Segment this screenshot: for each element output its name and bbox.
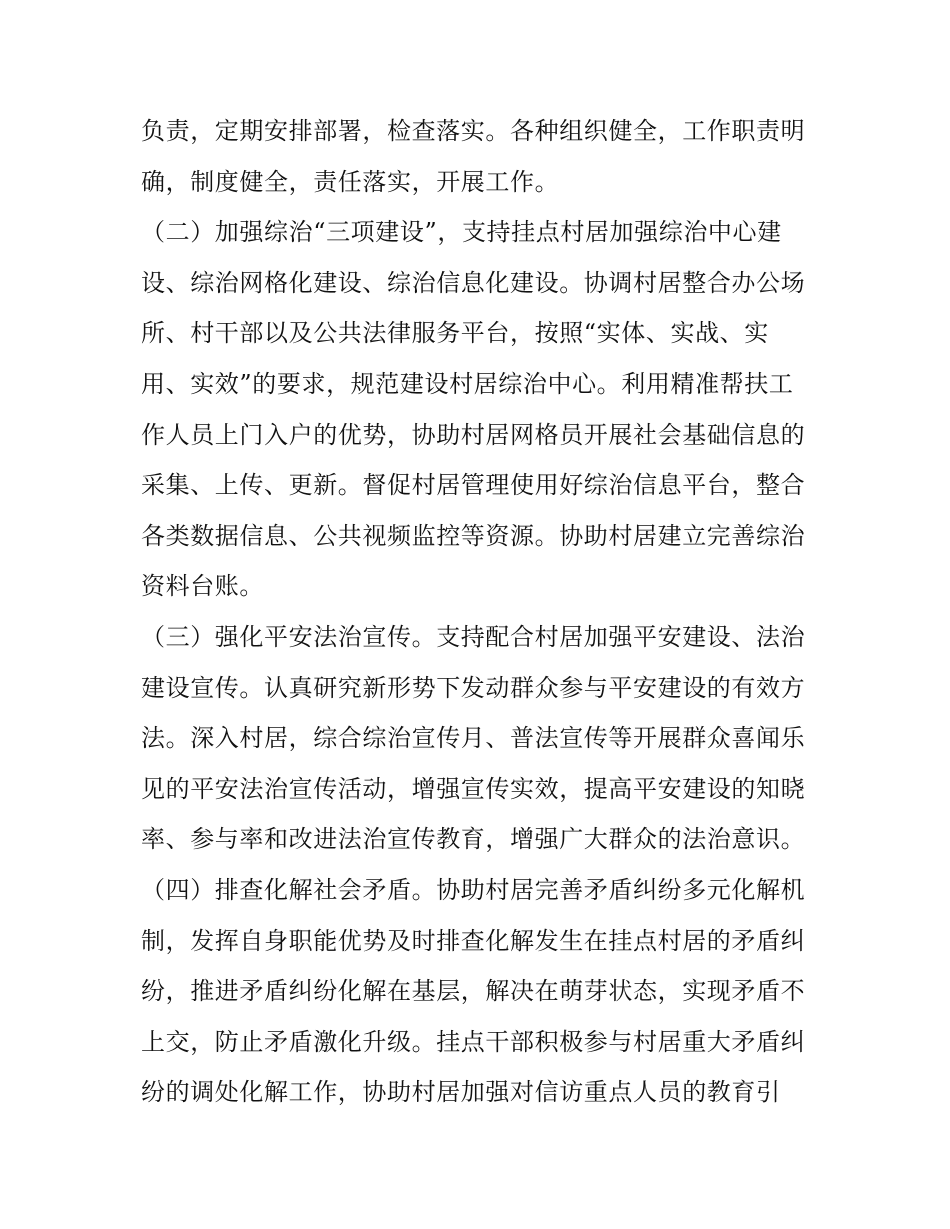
text-line: 率、参与率和改进法治宣传教育，增强广大群众的法治意识。 [141, 825, 806, 854]
text-line: 法。深入村居，综合综治宣传月、普法宣传等开展群众喜闻乐 [141, 724, 806, 753]
text-line: 设、综治网格化建设、综治信息化建设。协调村居整合办公场 [141, 268, 806, 297]
text-line: 确，制度健全，责任落实，开展工作。 [141, 167, 560, 196]
text-line: 制，发挥自身职能优势及时排查化解发生在挂点村居的矛盾纠 [141, 926, 806, 955]
body-text [141, 106, 821, 1118]
text-line: 所、村干部以及公共法律服务平台，按照“实体、实战、实 [141, 319, 769, 348]
text-line: 纷的调处化解工作，协助村居加强对信访重点人员的教育引 [141, 1078, 781, 1107]
text-line: 纷，推进矛盾纠纷化解在基层，解决在萌芽状态，实现矛盾不 [141, 977, 806, 1006]
text-line: 建设宣传。认真研究新形势下发动群众参与平安建设的有效方 [141, 673, 806, 702]
section-heading-line: （二）加强综治“三项建设”，支持挂点村居加强综治中心建 [141, 218, 782, 247]
text-line: 资料台账。 [141, 572, 264, 601]
section-heading-line: （四）排查化解社会矛盾。协助村居完善矛盾纠纷多元化解机 [141, 875, 806, 904]
text-line: 上交，防止矛盾激化升级。挂点干部积极参与村居重大矛盾纠 [141, 1027, 806, 1056]
text-line: 见的平安法治宣传活动，增强宣传实效，提高平安建设的知晓 [141, 774, 806, 803]
text-line: 各类数据信息、公共视频监控等资源。协助村居建立完善综治 [141, 521, 806, 550]
text-line: 用、实效”的要求，规范建设村居综治中心。利用精准帮扶工 [141, 369, 794, 398]
text-line: 负责，定期安排部署，检查落实。各种组织健全，工作职责明 [141, 117, 806, 145]
section-heading-line: （三）强化平安法治宣传。支持配合村居加强平安建设、法治 [141, 622, 806, 651]
text-line: 作人员上门入户的优势，协助村居网格员开展社会基础信息的 [141, 420, 806, 449]
text-line: 采集、上传、更新。督促村居管理使用好综治信息平台，整合 [141, 471, 806, 500]
